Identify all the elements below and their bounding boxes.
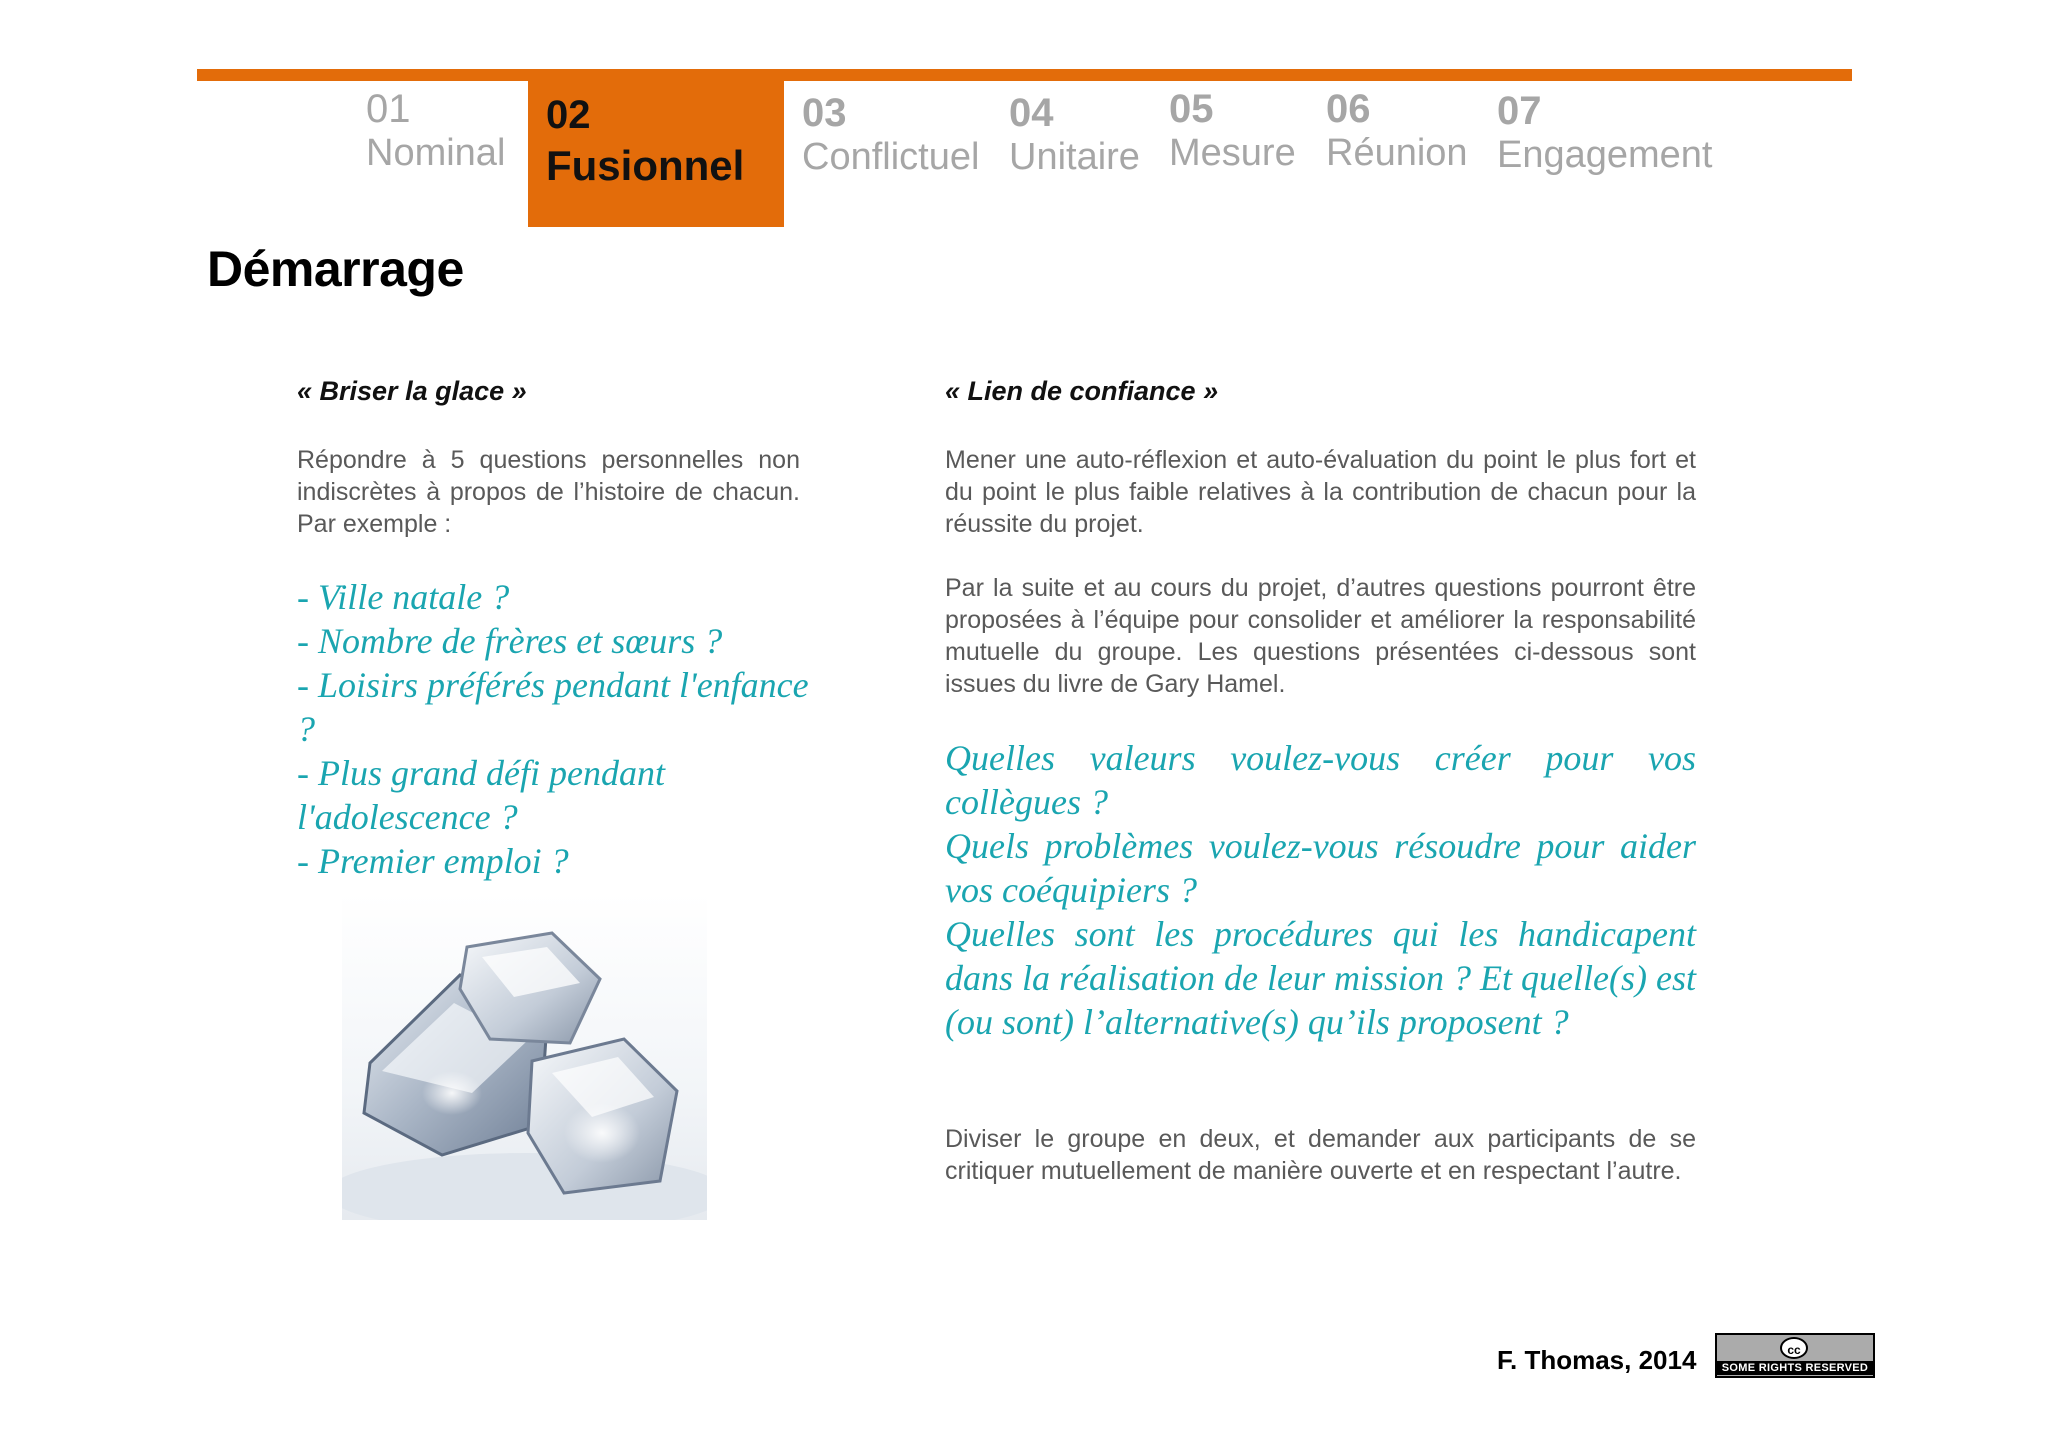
question-item: Quels problèmes voulez-vous résoudre pour aider vos coéquipiers ? (945, 826, 1696, 910)
right-questions (945, 736, 1696, 1044)
step-label: Unitaire (1009, 136, 1140, 178)
step-number: 05 (1169, 87, 1214, 131)
ice-cubes-image (342, 893, 707, 1220)
license-text: SOME RIGHTS RESERVED (1717, 1361, 1873, 1375)
question-item: - Nombre de frères et sœurs ? (297, 621, 723, 661)
step-label: Mesure (1169, 132, 1296, 174)
question-item: - Premier emploi ? (297, 841, 569, 881)
author-credit: F. Thomas, 2014 (1497, 1345, 1697, 1375)
step-label: Engagement (1497, 134, 1713, 176)
step-number: 06 (1326, 87, 1371, 131)
right-heading: « Lien de confiance » (945, 376, 1219, 406)
step-number: 02 (546, 93, 591, 137)
step-number: 07 (1497, 89, 1542, 133)
step-number: 01 (366, 87, 411, 131)
step-07-engagement[interactable] (1497, 88, 1713, 178)
step-01-nominal[interactable] (366, 86, 505, 176)
step-number: 04 (1009, 91, 1054, 135)
step-number: 03 (802, 91, 847, 135)
page-title: Démarrage (207, 241, 464, 297)
question-item: - Plus grand défi pendant l'adolescence ? (297, 753, 665, 837)
question-item: - Loisirs préférés pendant l'enfance ? (297, 665, 809, 749)
step-label: Nominal (366, 132, 506, 174)
cc-license-badge[interactable] (1715, 1333, 1875, 1378)
header-accent-bar (197, 69, 1852, 81)
step-06-reunion[interactable] (1326, 86, 1468, 176)
step-label: Fusionnel (546, 142, 745, 189)
left-questions (297, 575, 817, 883)
step-03-conflictuel[interactable] (802, 90, 979, 180)
creative-commons-icon: cc (1780, 1337, 1808, 1359)
step-label: Réunion (1326, 132, 1468, 174)
right-para-3: Diviser le groupe en deux, et demander aux participants de se critiquer mutuellement de manière ouverte et en respectant l’autre. (945, 1125, 1696, 1185)
question-item: Quelles sont les procédures qui les handicapent dans la réalisation de leur mission ? Et quelle(s) est (ou sont) l’alternative(s) qu’ils proposent ? (945, 914, 1696, 1042)
left-intro: Répondre à 5 questions personnelles non indiscrètes à propos de l’histoire de chacun. Par exemple : (297, 446, 800, 538)
step-04-unitaire[interactable] (1009, 90, 1140, 180)
right-para-2: Par la suite et au cours du projet, d’autres questions pourront être proposées à l’équipe pour consolider et améliorer la responsabilité mutuelle du groupe. Les questions présentées ci-dessous sont issues du livre de Gary Hamel. (945, 574, 1696, 698)
right-para-1: Mener une auto-réflexion et auto-évaluation du point le plus fort et du point le plus faible relatives à la contribution de chacun pour la réussite du projet. (945, 446, 1696, 538)
left-heading: « Briser la glace » (297, 376, 527, 406)
question-item: - Ville natale ? (297, 577, 510, 617)
step-label: Conflictuel (802, 136, 980, 178)
question-item: Quelles valeurs voulez-vous créer pour vos collègues ? (945, 738, 1696, 822)
step-05-mesure[interactable] (1169, 86, 1296, 176)
step-02-fusionnel[interactable] (528, 80, 784, 227)
